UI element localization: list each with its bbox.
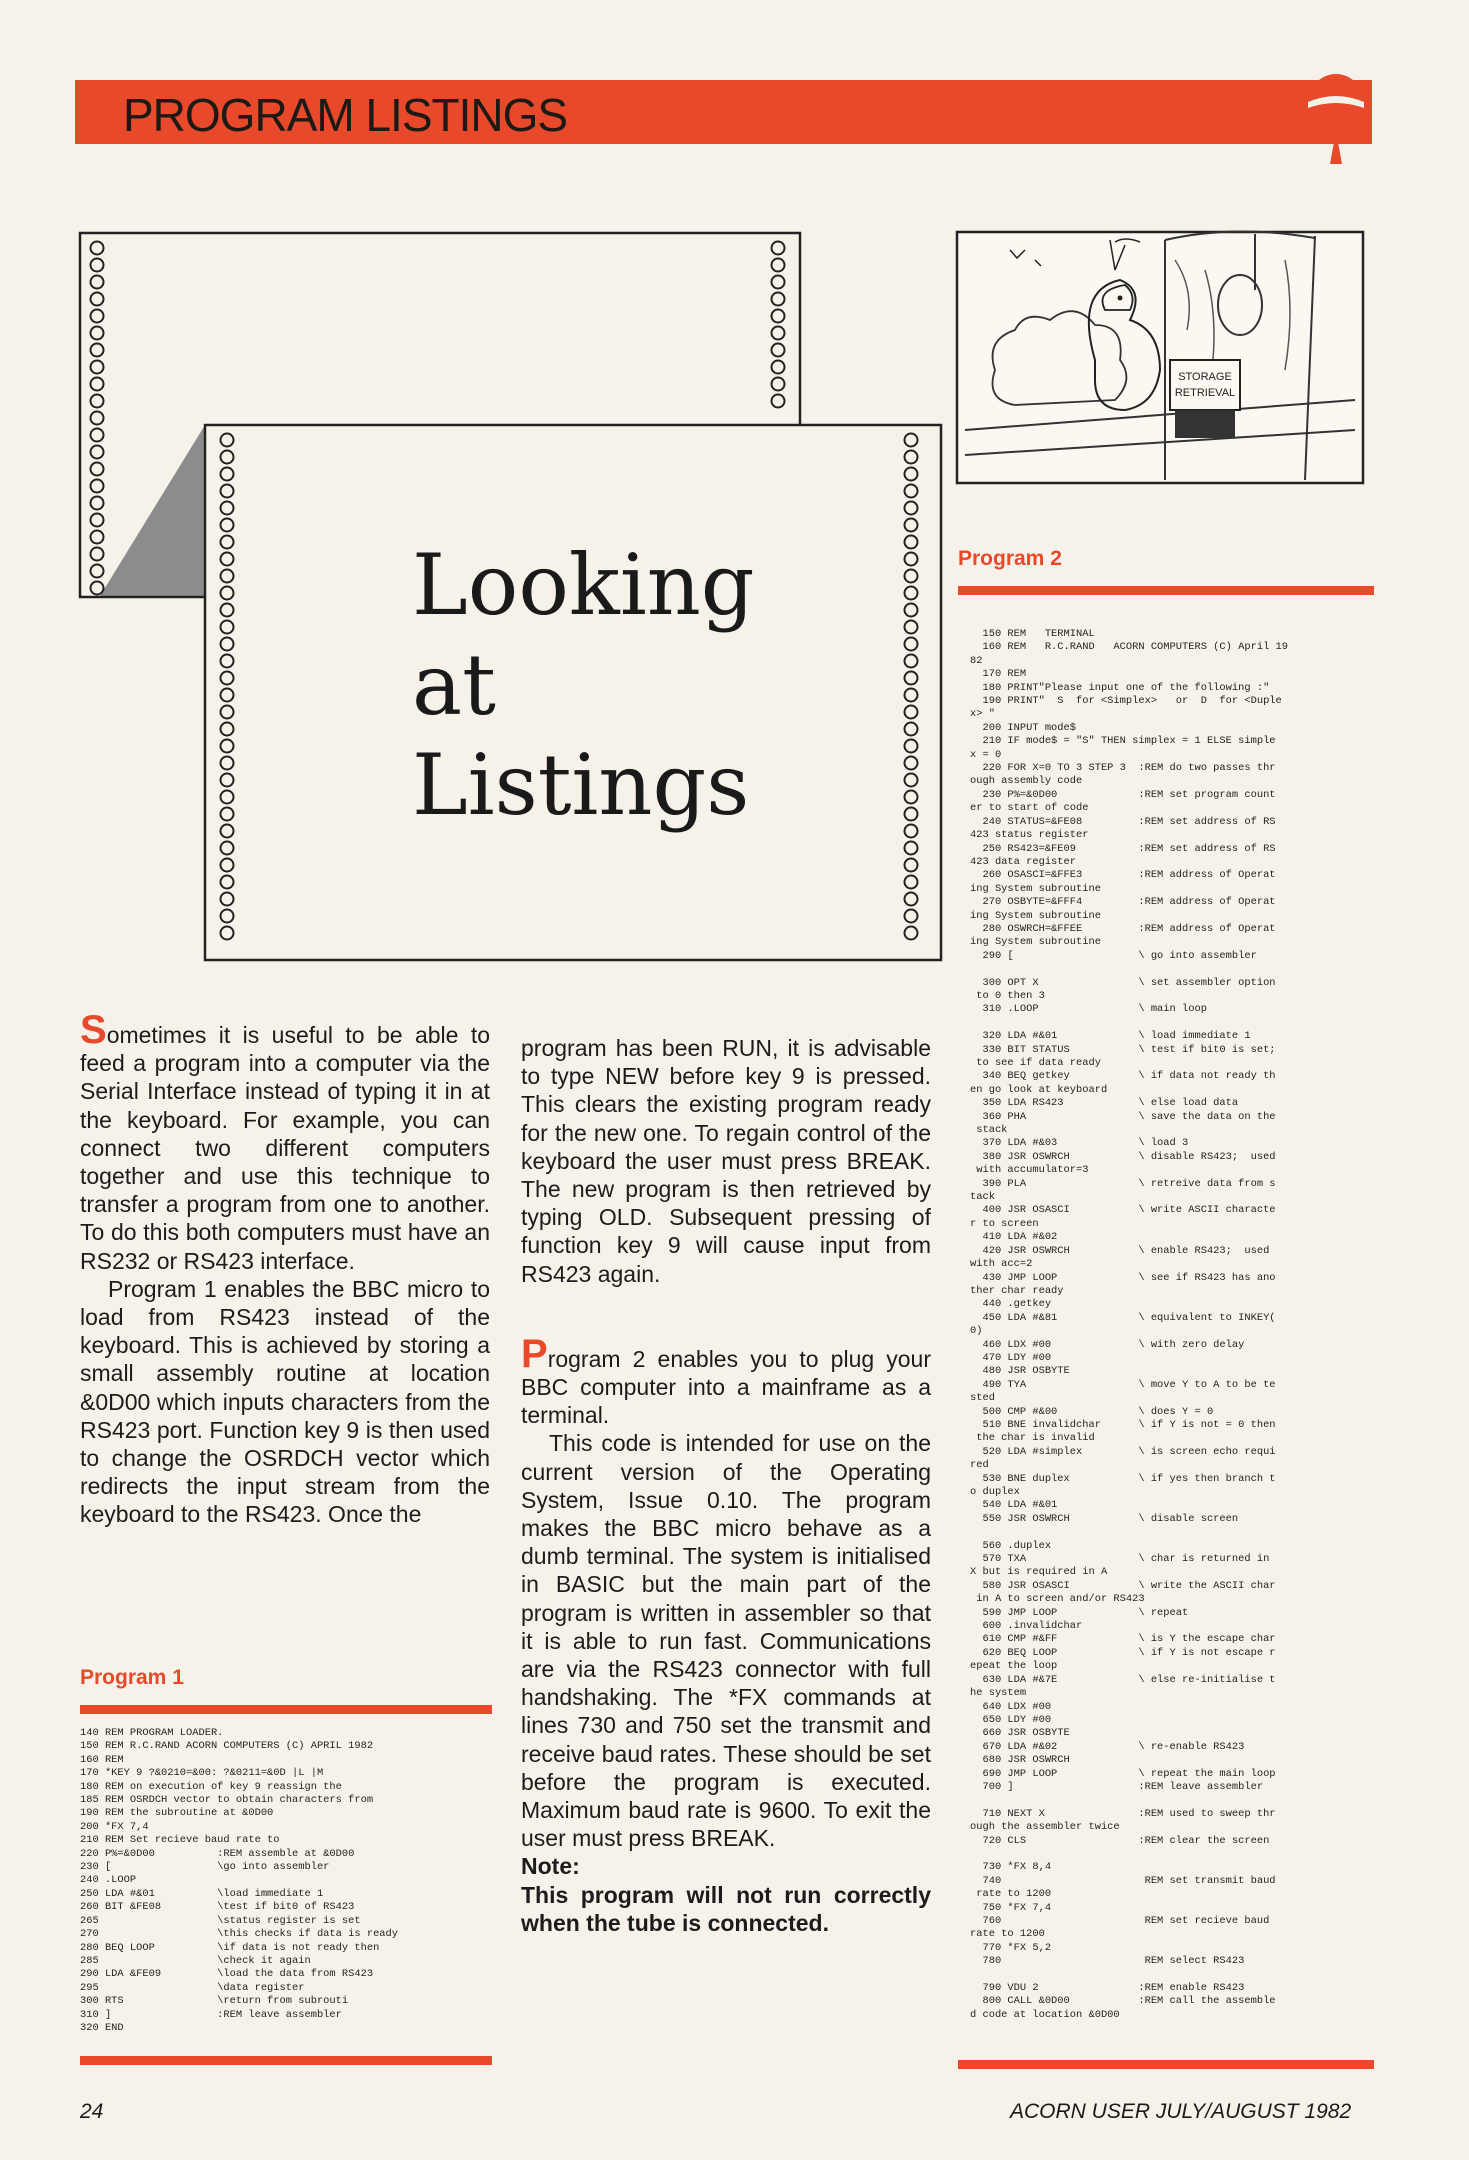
sprocket-hole-icon — [91, 259, 104, 272]
sprocket-hole-icon — [91, 293, 104, 306]
sprocket-hole-icon — [91, 514, 104, 527]
title-line: Listings — [412, 736, 750, 834]
sprocket-hole-icon — [772, 310, 785, 323]
paragraph — [521, 1429, 931, 1852]
note-label: Note: — [521, 1853, 580, 1880]
sprocket-hole-icon — [772, 361, 785, 374]
sprocket-hole-icon — [772, 395, 785, 408]
paragraph-text: ometimes it is useful to be able to feed a program into a computer via the Serial Interface instead of typing it in at the keyboard. For example, you can connect two different computers together and use this technique to transfer a program from one to another. To do this both computers must have an RS232 or RS423 interface. — [80, 1022, 490, 1274]
sprocket-hole-icon — [772, 378, 785, 391]
sprocket-hole-icon — [91, 276, 104, 289]
paragraph-text: program has been RUN, it is advisable to type NEW before key 9 is pressed. This clears the existing program ready for the new one. To regain control of the keyboard the user must press BREAK. The new program is then retrieved by typing OLD. Subsequent pressing of function key 9 will cause input from RS423 again. — [521, 1035, 931, 1287]
sprocket-hole-icon — [772, 259, 785, 272]
sprocket-hole-icon — [772, 293, 785, 306]
squirrel-illustration — [955, 230, 1365, 485]
sprocket-hole-icon — [91, 429, 104, 442]
sprocket-hole-icon — [91, 327, 104, 340]
magazine-issue: ACORN USER JULY/AUGUST 1982 — [1010, 2100, 1352, 2123]
program2-end-rule — [958, 2060, 1374, 2069]
paragraph-text: rogram 2 enables you to plug your BBC computer into a mainframe as a terminal. — [521, 1345, 931, 1429]
title-line: Looking — [412, 536, 755, 634]
sprocket-hole-icon — [772, 344, 785, 357]
paragraph-text: This code is intended for use on the current version of the Operating System, Issue 0.10. The program makes the BBC micro behave as a dumb terminal. The system is initialised in BASIC but the main part of the program is written in assembler so that it is able to run fast. Communications are via the RS423 connector with full handshaking. The *FX commands at lines 730 and 750 set the transmit and receive baud rates. These should be set before the program is executed. Maximum baud rate is 9600. To exit the user must press BREAK. — [521, 1430, 931, 1852]
sprocket-hole-icon — [91, 395, 104, 408]
title-line: at — [412, 636, 496, 734]
sprocket-hole-icon — [91, 463, 104, 476]
paragraph — [80, 1008, 490, 1275]
paragraph-text: Program 1 enables the BBC micro to load from RS423 instead of the keyboard. This is achieved by storing a small assembly routine at location &0D00 which inputs characters from the RS423 port. Function key 9 is then used to change the OSRDCH vector which redirects the input stream from the keyboard to the RS423. Once the — [80, 1275, 490, 1528]
sprocket-hole-icon — [772, 276, 785, 289]
sprocket-hole-icon — [91, 548, 104, 561]
section-title: PROGRAM LISTINGS — [123, 89, 568, 141]
sprocket-hole-icon — [91, 480, 104, 493]
sprocket-hole-icon — [91, 310, 104, 323]
body-column-2 — [521, 1034, 931, 1937]
paragraph — [80, 1275, 490, 1529]
drop-cap: S — [80, 1008, 107, 1052]
program2-listing: 150 REM TERMINAL 160 REM R.C.RAND ACORN COMPUTERS (C) April 19 82 170 REM 180 PRINT"Please input one of the following :" 190 PRINT" S for <Simplex> or D for <Duple x> " 200 INPUT mode$ 210 IF mode$ = "S" THEN simplex = 1 ELSE simple x = 0 220 FOR X=0 TO 3 STEP 3 :REM do two passes thr ough assembly code 230 P%=&0D00 :REM set program count er to start of code 240 STATUS=&FE08 :REM set address of RS 423 status register 250 RS423=&FE09 :REM set address of RS 423 data register 260 OSASCI=&FFE3 :REM address of Operat ing System subroutine 270 OSBYTE=&FFF4 :REM address of Operat ing System subroutine 280 OSWRCH=&FFEE :REM address of Operat ing System subroutine 290 [ \ go into assembler 300 OPT X \ set assembler option to 0 then 3 310 .LOOP \ main loop 320 LDA #&01 \ load immediate 1 330 BIT STATUS \ test if bit0 is set; to see if data ready 340 BEQ getkey \ if data not ready th en go look at keyboard 350 LDA RS423 \ else load data 360 PHA \ save the data on the stack 370 LDA #&03 \ load 3 380 JSR OSWRCH \ disable RS423; used with accumulator=3 390 PLA \ retreive data from s tack 400 JSR OSASCI \ write ASCII characte r to screen 410 LDA #&02 420 JSR OSWRCH \ enable RS423; used with acc=2 430 JMP LOOP \ see if RS423 has ano ther char ready 440 .getkey 450 LDA #&81 \ equivalent to INKEY( 0) 460 LDX #00 \ with zero delay 470 LDY #00 480 JSR OSBYTE 490 TYA \ move Y to A to be te sted 500 CMP #&00 \ does Y = 0 510 BNE invalidchar \ if Y is not = 0 then the char is invalid 520 LDA #simplex \ is screen echo requi red 530 BNE duplex \ if yes then branch t o duplex 540 LDA #&01 550 JSR OSWRCH \ disable screen 560 .duplex 570 TXA \ char is returned in X but is required in A 580 JSR OSASCI \ write the ASCII char in A to screen and/or RS423 590 JMP LOOP \ repeat 600 .invalidchar 610 CMP #&FF \ is Y the escape char 620 BEQ LOOP \ if Y is not escape r epeat the loop 630 LDA #&7E \ else re-initialise t he system 640 LDX #00 650 LDY #00 660 JSR OSBYTE 670 LDA #&02 \ re-enable RS423 680 JSR OSWRCH 690 JMP LOOP \ repeat the main loop 700 ] :REM leave assembler 710 NEXT X :REM used to sweep thr ough the assembler twice 720 CLS :REM clear the screen 730 *FX 8,4 740 REM set transmit baud rate to 1200 750 *FX 7,4 760 REM set recieve baud rate to 1200 770 *FX 5,2 780 REM select RS423 790 VDU 2 :REM enable RS423 800 CALL &0D00 :REM call the assemble d code at location &0D00 — [970, 628, 1289, 2021]
program2-heading: Program 2 — [958, 547, 1062, 570]
program2-heading-rule — [958, 586, 1374, 595]
program1-heading-rule — [80, 1705, 492, 1714]
sprocket-hole-icon — [91, 412, 104, 425]
body-column-1 — [80, 1008, 490, 1529]
sprocket-hole-icon — [91, 446, 104, 459]
program1-end-rule — [80, 2056, 492, 2065]
sprocket-hole-icon — [772, 327, 785, 340]
sprocket-hole-icon — [91, 361, 104, 374]
svg-text:STORAGE: STORAGE — [1178, 371, 1232, 383]
article-title — [412, 535, 755, 835]
sprocket-hole-icon — [91, 565, 104, 578]
program1-listing: 140 REM PROGRAM LOADER. 150 REM R.C.RAND ACORN COMPUTERS (C) APRIL 1982 160 REM 170 *KEY 9 ?&0210=&00: ?&0211=&0D |L |M 180 REM on execution of key 9 reassign the 185 REM OSRDCH vector to obtain characters from 190 REM the subroutine at &0D00 200 *FX 7,4 210 REM Set recieve baud rate to 220 P%=&0D00 :REM assemble at &0D00 230 [ \go into assembler 240 .LOOP 250 LDA #&01 \load immediate 1 260 BIT &FE08 \test if bit0 of RS423 265 \status register is set 270 \this checks if data is ready 280 BEQ LOOP \if data is not ready then 285 \check it again 290 LDA &FE09 \load the data from RS423 295 \data register 300 RTS \return from subrouti 310 ] :REM leave assembler 320 END — [80, 1727, 399, 2034]
paragraph — [521, 1331, 931, 1430]
sprocket-hole-icon — [91, 378, 104, 391]
sprocket-hole-icon — [91, 497, 104, 510]
drop-cap: P — [521, 1331, 548, 1376]
program1-heading: Program 1 — [80, 1666, 184, 1689]
sprocket-hole-icon — [91, 531, 104, 544]
note-text: This program will not run correctly when the tube is connected. — [521, 1881, 931, 1936]
sprocket-hole-icon — [91, 242, 104, 255]
paragraph — [521, 1034, 931, 1288]
page-number: 24 — [80, 2100, 104, 2123]
sprocket-hole-icon — [91, 344, 104, 357]
sprocket-hole-icon — [772, 242, 785, 255]
sprocket-hole-icon — [91, 582, 104, 595]
svg-text:RETRIEVAL: RETRIEVAL — [1174, 387, 1236, 399]
